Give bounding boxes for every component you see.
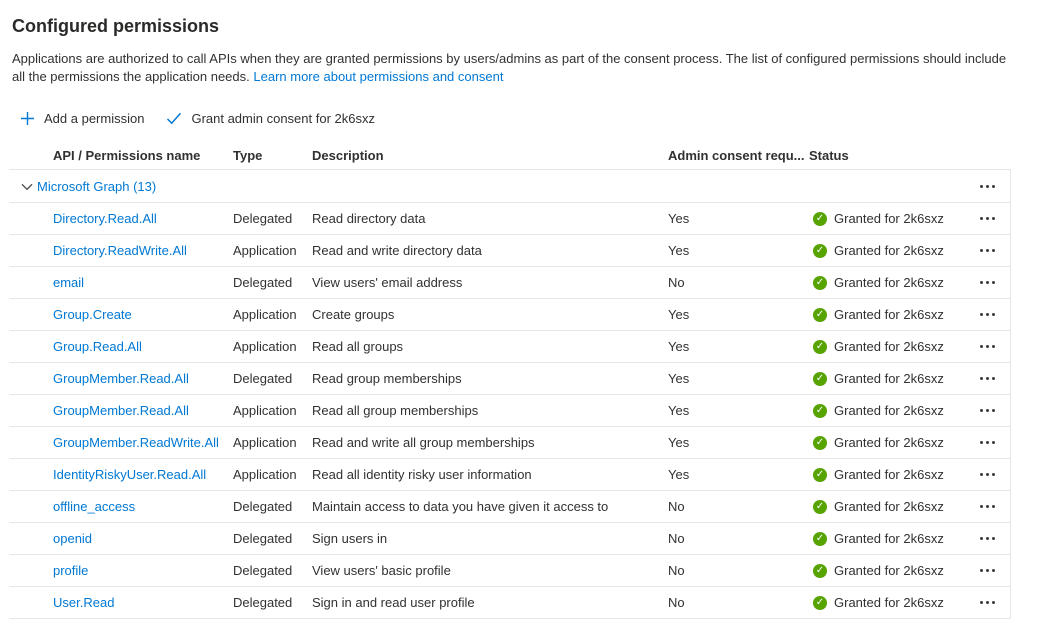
- table-row: [9, 491, 1010, 523]
- status-cell: [809, 211, 969, 226]
- row-actions-cell: [969, 404, 1010, 417]
- row-actions-cell: [969, 340, 1010, 353]
- chevron-down-icon[interactable]: [21, 181, 33, 191]
- permission-name-link[interactable]: openid: [53, 531, 93, 546]
- row-actions-cell: [969, 436, 1010, 449]
- more-options-button[interactable]: [977, 564, 998, 577]
- row-actions-cell: [969, 500, 1010, 513]
- admin-consent-required: Yes: [668, 371, 690, 386]
- row-actions-cell: [969, 308, 1010, 321]
- row-actions-cell: [969, 596, 1010, 609]
- row-actions-cell: [969, 276, 1010, 289]
- status-text: Granted for 2k6sxz: [834, 275, 944, 290]
- granted-check-icon: ✓: [813, 372, 827, 386]
- page-title: Configured permissions: [12, 16, 220, 36]
- table-row: [9, 235, 1010, 267]
- permissions-table: [9, 142, 1011, 619]
- granted-check-icon: ✓: [813, 500, 827, 514]
- permission-name-cell: [9, 371, 233, 386]
- permission-name-link[interactable]: Group.Create: [53, 307, 132, 322]
- permission-name-cell: [9, 563, 233, 578]
- permission-description: Read directory data: [312, 211, 426, 226]
- status-text: Granted for 2k6sxz: [834, 595, 944, 610]
- granted-check-icon: ✓: [813, 436, 827, 450]
- permission-description: Read all groups: [312, 339, 404, 354]
- permission-description: View users' basic profile: [312, 563, 451, 578]
- status-cell: [809, 371, 969, 386]
- admin-consent-required: No: [668, 595, 685, 610]
- granted-check-icon: ✓: [813, 532, 827, 546]
- column-header-type: Type: [233, 148, 263, 163]
- granted-check-icon: ✓: [813, 404, 827, 418]
- admin-consent-required: No: [668, 499, 685, 514]
- permission-name-link[interactable]: Directory.ReadWrite.All: [53, 243, 187, 258]
- row-actions-cell: [969, 212, 1010, 225]
- table-row: [9, 331, 1010, 363]
- table-header-row: [9, 142, 1011, 170]
- table-row: [9, 395, 1010, 427]
- more-options-button[interactable]: [977, 404, 998, 417]
- description: [12, 50, 1016, 86]
- row-actions-cell: [969, 564, 1010, 577]
- add-permission-label: Add a permission: [44, 110, 145, 126]
- status-text: Granted for 2k6sxz: [834, 467, 944, 482]
- admin-consent-required: Yes: [668, 339, 690, 354]
- status-text: Granted for 2k6sxz: [834, 211, 944, 226]
- group-actions-cell: [969, 180, 1010, 193]
- status-cell: [809, 307, 969, 322]
- status-text: Granted for 2k6sxz: [834, 499, 944, 514]
- admin-consent-required: Yes: [668, 307, 690, 322]
- plus-icon: [20, 111, 35, 126]
- status-text: Granted for 2k6sxz: [834, 307, 944, 322]
- permission-type: Application: [233, 307, 297, 322]
- more-options-button[interactable]: [977, 532, 998, 545]
- table-row: [9, 427, 1010, 459]
- grant-admin-consent-label: Grant admin consent for 2k6sxz: [191, 110, 375, 126]
- group-row-microsoft-graph[interactable]: [9, 170, 1010, 203]
- status-cell: [809, 467, 969, 482]
- table-row: [9, 299, 1010, 331]
- check-icon: [166, 112, 182, 125]
- more-options-button[interactable]: [977, 468, 998, 481]
- status-cell: [809, 243, 969, 258]
- table-row: [9, 203, 1010, 235]
- permission-name-cell: [9, 435, 233, 450]
- admin-consent-required: No: [668, 531, 685, 546]
- add-permission-button[interactable]: [20, 111, 144, 126]
- more-options-button[interactable]: [977, 372, 998, 385]
- table-row: [9, 459, 1010, 491]
- permission-type: Application: [233, 339, 297, 354]
- row-actions-cell: [969, 468, 1010, 481]
- admin-consent-required: Yes: [668, 243, 690, 258]
- status-text: Granted for 2k6sxz: [834, 339, 944, 354]
- permission-name-cell: [9, 243, 233, 258]
- permission-name-cell: [9, 595, 233, 610]
- table-row: [9, 267, 1010, 299]
- permission-type: Delegated: [233, 499, 293, 514]
- permission-name-cell: [9, 403, 233, 418]
- permission-name-cell: [9, 339, 233, 354]
- status-text: Granted for 2k6sxz: [834, 371, 944, 386]
- permission-name-link[interactable]: profile: [53, 563, 89, 578]
- permission-name-cell: [9, 499, 233, 514]
- permission-name-link[interactable]: IdentityRiskyUser.Read.All: [53, 467, 207, 482]
- admin-consent-required: No: [668, 275, 685, 290]
- granted-check-icon: ✓: [813, 212, 827, 226]
- table-row: [9, 555, 1010, 587]
- granted-check-icon: ✓: [813, 308, 827, 322]
- permission-name-link[interactable]: GroupMember.ReadWrite.All: [53, 435, 219, 450]
- description-text: Applications are authorized to call APIs when they are granted permissions by users/admins as part of the consent process. The list of configured permissions should include all the permissions the application needs.: [12, 51, 1007, 84]
- table-body: [9, 203, 1010, 619]
- permission-description: Read all identity risky user information: [312, 467, 532, 482]
- status-text: Granted for 2k6sxz: [834, 243, 944, 258]
- granted-check-icon: ✓: [813, 468, 827, 482]
- permission-name-link[interactable]: Group.Read.All: [53, 339, 142, 354]
- more-options-button[interactable]: [977, 212, 998, 225]
- status-cell: [809, 563, 969, 578]
- more-options-button[interactable]: [977, 596, 998, 609]
- granted-check-icon: ✓: [813, 564, 827, 578]
- permission-name-cell: [9, 211, 233, 226]
- granted-check-icon: ✓: [813, 276, 827, 290]
- status-cell: [809, 595, 969, 610]
- granted-check-icon: ✓: [813, 596, 827, 610]
- more-options-button[interactable]: [977, 244, 998, 257]
- status-cell: [809, 531, 969, 546]
- permission-type: Application: [233, 403, 297, 418]
- admin-consent-required: Yes: [668, 211, 690, 226]
- status-text: Granted for 2k6sxz: [834, 435, 944, 450]
- admin-consent-required: Yes: [668, 435, 690, 450]
- status-text: Granted for 2k6sxz: [834, 403, 944, 418]
- permission-description: Read and write all group memberships: [312, 435, 535, 450]
- row-actions-cell: [969, 244, 1010, 257]
- permission-name-cell: [9, 467, 233, 482]
- status-text: Granted for 2k6sxz: [834, 563, 944, 578]
- permission-description: Maintain access to data you have given it access to: [312, 499, 609, 514]
- permission-description: View users' email address: [312, 275, 463, 290]
- table-row: [9, 587, 1010, 619]
- admin-consent-required: No: [668, 563, 685, 578]
- permission-name-cell: [9, 307, 233, 322]
- status-cell: [809, 339, 969, 354]
- column-header-description: Description: [312, 148, 384, 163]
- column-header-admin-consent: Admin consent requ...: [668, 148, 805, 163]
- permission-type: Application: [233, 435, 297, 450]
- permission-type: Application: [233, 243, 297, 258]
- permission-description: Sign in and read user profile: [312, 595, 475, 610]
- learn-more-link[interactable]: Learn more about permissions and consent: [253, 69, 504, 84]
- permission-name-cell: [9, 275, 233, 290]
- more-options-button[interactable]: [977, 276, 998, 289]
- permission-name-link[interactable]: User.Read: [53, 595, 115, 610]
- toolbar: [20, 106, 1057, 130]
- admin-consent-required: Yes: [668, 467, 690, 482]
- permission-type: Delegated: [233, 595, 293, 610]
- permission-name-link[interactable]: offline_access: [53, 499, 136, 514]
- table-row: [9, 523, 1010, 555]
- permission-type: Application: [233, 467, 297, 482]
- permission-name-cell: [9, 531, 233, 546]
- status-cell: [809, 499, 969, 514]
- permission-description: Read all group memberships: [312, 403, 479, 418]
- status-cell: [809, 403, 969, 418]
- granted-check-icon: ✓: [813, 340, 827, 354]
- table-rows: [9, 170, 1011, 619]
- column-header-permissions-name: API / Permissions name: [53, 148, 201, 163]
- group-name-link[interactable]: Microsoft Graph (13): [37, 178, 157, 194]
- status-cell: [809, 275, 969, 290]
- permission-type: Delegated: [233, 563, 293, 578]
- permission-type: Delegated: [233, 531, 293, 546]
- column-header-status: Status: [809, 148, 849, 163]
- more-options-button[interactable]: [977, 500, 998, 513]
- permission-name-link[interactable]: email: [53, 275, 85, 290]
- row-actions-cell: [969, 372, 1010, 385]
- permission-type: Delegated: [233, 211, 293, 226]
- status-text: Granted for 2k6sxz: [834, 531, 944, 546]
- status-cell: [809, 435, 969, 450]
- permission-name-link[interactable]: GroupMember.Read.All: [53, 403, 189, 418]
- permission-type: Delegated: [233, 275, 293, 290]
- grant-admin-consent-button[interactable]: [166, 111, 375, 126]
- permission-description: Read group memberships: [312, 371, 462, 386]
- permission-description: Read and write directory data: [312, 243, 482, 258]
- granted-check-icon: ✓: [813, 244, 827, 258]
- permission-type: Delegated: [233, 371, 293, 386]
- permission-description: Create groups: [312, 307, 395, 322]
- more-options-button[interactable]: [977, 340, 998, 353]
- group-name-cell: [9, 179, 233, 194]
- more-options-button[interactable]: [977, 436, 998, 449]
- admin-consent-required: Yes: [668, 403, 690, 418]
- more-options-button[interactable]: [977, 308, 998, 321]
- permission-description: Sign users in: [312, 531, 388, 546]
- permission-name-link[interactable]: GroupMember.Read.All: [53, 371, 189, 386]
- permission-name-link[interactable]: Directory.Read.All: [53, 211, 157, 226]
- row-actions-cell: [969, 532, 1010, 545]
- more-options-button[interactable]: [977, 180, 998, 193]
- table-row: [9, 363, 1010, 395]
